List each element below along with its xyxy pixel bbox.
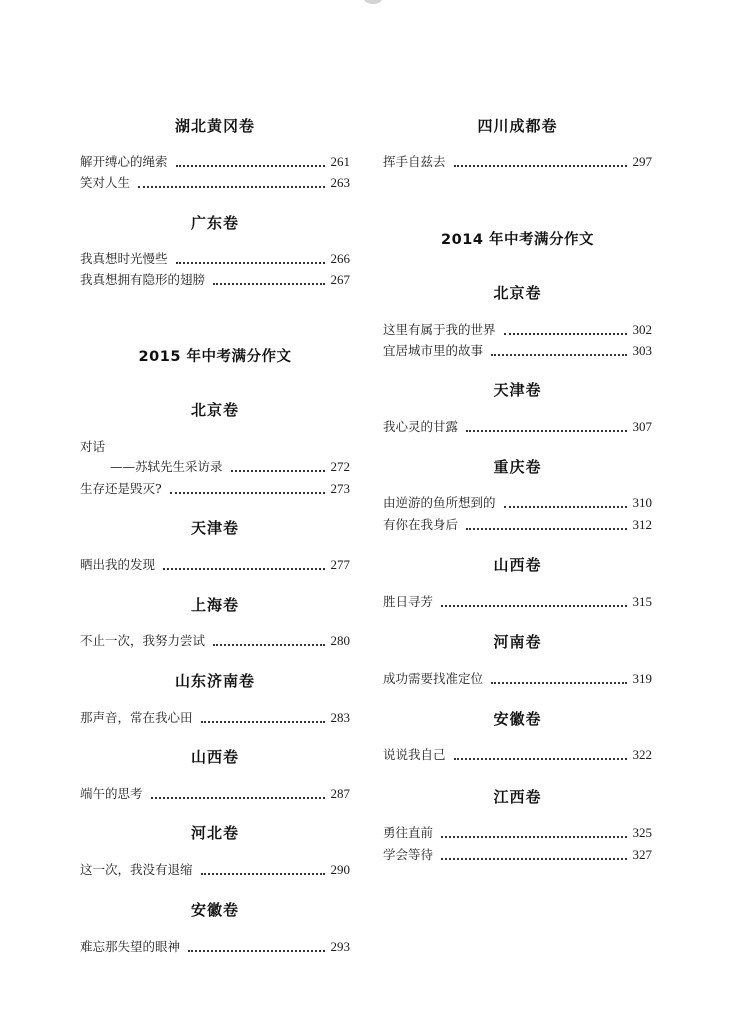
section-heading: 广东卷 [190, 214, 239, 232]
entry-page: 293 [330, 939, 350, 954]
leader-dots [170, 491, 325, 494]
leader-dots [213, 643, 324, 646]
leader-dots [231, 469, 325, 472]
entry-title: 不止一次，我努力尝试 [80, 633, 206, 648]
entry-title-line[interactable]: 对话 [80, 439, 106, 454]
toc-entry[interactable] [383, 152, 652, 172]
section-heading: 河北卷 [190, 824, 239, 842]
entry-page: 325 [632, 825, 652, 840]
leader-dots [201, 720, 325, 723]
toc-entry[interactable] [80, 173, 350, 193]
toc-entry[interactable] [383, 745, 652, 765]
section-heading: 重庆卷 [493, 458, 542, 476]
entry-subtitle: ——苏轼先生采访录 [110, 459, 223, 474]
toc-entry[interactable] [80, 708, 350, 728]
entry-page: 272 [330, 459, 350, 474]
leader-dots [151, 796, 325, 799]
entry-page: 322 [632, 747, 652, 762]
toc-entry[interactable] [383, 320, 652, 340]
leader-dots [504, 505, 627, 508]
leader-dots [176, 261, 325, 264]
section-heading: 江西卷 [493, 788, 542, 806]
entry-page: 302 [632, 322, 652, 337]
leader-dots [491, 681, 626, 684]
entry-title: 这一次，我没有退缩 [80, 862, 193, 877]
leader-dots [466, 429, 626, 432]
section-heading: 安徽卷 [493, 710, 542, 728]
entry-page: 261 [330, 154, 350, 169]
entry-page: 283 [330, 710, 350, 725]
toc-entry[interactable] [383, 669, 652, 689]
entry-title: 生存还是毁灭? [80, 481, 162, 496]
entry-title: 这里有属于我的世界 [383, 322, 496, 337]
leader-dots [466, 527, 626, 530]
toc-entry[interactable] [80, 152, 350, 172]
leader-dots [491, 353, 626, 356]
toc-entry[interactable] [383, 823, 652, 843]
entry-title: 挥手自兹去 [383, 154, 446, 169]
year-heading: 2014 年中考满分作文 [441, 232, 594, 248]
entry-page: 267 [330, 272, 350, 287]
entry-page: 287 [330, 786, 350, 801]
section-heading: 山西卷 [190, 748, 239, 766]
leader-dots [504, 332, 627, 335]
leader-dots [188, 949, 324, 952]
section-heading: 山西卷 [493, 556, 542, 574]
leader-dots [441, 835, 626, 838]
entry-title: 我真想时光慢些 [80, 251, 168, 266]
entry-title: 晒出我的发现 [80, 557, 156, 572]
toc-entry[interactable] [80, 457, 350, 477]
toc-entry[interactable] [80, 555, 350, 575]
leader-dots [176, 164, 325, 167]
leader-dots [454, 757, 627, 760]
entry-title: 勇往直前 [383, 825, 434, 840]
section-heading: 湖北黄冈卷 [174, 117, 255, 135]
page-top-mark [362, 0, 384, 4]
entry-page: 297 [632, 154, 652, 169]
toc-entry[interactable] [80, 860, 350, 880]
toc-entry[interactable] [80, 631, 350, 651]
entry-title: 笑对人生 [80, 175, 131, 190]
entry-title: 说说我自己 [383, 747, 446, 762]
section-heading: 天津卷 [190, 519, 239, 537]
entry-title: 宜居城市里的故事 [383, 343, 484, 358]
entry-title: 解开缚心的绳索 [80, 154, 168, 169]
toc-entry[interactable] [383, 417, 652, 437]
section-heading: 四川成都卷 [477, 117, 558, 135]
section-heading: 河南卷 [493, 633, 542, 651]
toc-entry[interactable] [80, 249, 350, 269]
leader-dots [163, 567, 324, 570]
entry-title: 那声音，常在我心田 [80, 710, 193, 725]
toc-entry[interactable] [383, 592, 652, 612]
entry-page: 263 [330, 175, 350, 190]
entry-title: 有你在我身后 [383, 517, 459, 532]
entry-title: 学会等待 [383, 847, 434, 862]
entry-page: 266 [330, 251, 350, 266]
entry-title: 成功需要找准定位 [383, 671, 484, 686]
toc-entry[interactable] [383, 341, 652, 361]
entry-page: 327 [632, 847, 652, 862]
entry-title: 胜日寻芳 [383, 594, 434, 609]
section-heading: 安徽卷 [190, 901, 239, 919]
toc-entry[interactable] [80, 937, 350, 957]
leader-dots [441, 604, 626, 607]
leader-dots [441, 857, 626, 860]
toc-entry[interactable] [383, 515, 652, 535]
section-heading: 山东济南卷 [174, 672, 255, 690]
section-heading: 北京卷 [493, 284, 542, 302]
entry-page: 319 [632, 671, 652, 686]
entry-title: 我心灵的甘露 [383, 419, 459, 434]
entry-page: 273 [330, 481, 350, 496]
year-heading: 2015 年中考满分作文 [138, 349, 292, 365]
entry-title: 难忘那失望的眼神 [80, 939, 181, 954]
entry-title: 端午的思考 [80, 786, 143, 801]
toc-entry[interactable] [383, 493, 652, 513]
toc-entry[interactable] [80, 784, 350, 804]
section-heading: 上海卷 [190, 596, 239, 614]
entry-page: 280 [330, 633, 350, 648]
leader-dots [213, 282, 324, 285]
toc-entry[interactable] [383, 845, 652, 865]
entry-page: 290 [330, 862, 350, 877]
entry-page: 312 [632, 517, 652, 532]
entry-page: 303 [632, 343, 652, 358]
entry-title: 由逆游的鱼所想到的 [383, 495, 496, 510]
entry-page: 310 [632, 495, 652, 510]
entry-page: 315 [632, 594, 652, 609]
leader-dots [454, 164, 627, 167]
entry-title: 我真想拥有隐形的翅膀 [80, 272, 206, 287]
section-heading: 天津卷 [493, 381, 542, 399]
toc-entry[interactable] [80, 270, 350, 290]
entry-page: 307 [632, 419, 652, 434]
section-heading: 北京卷 [190, 401, 239, 419]
leader-dots [138, 185, 324, 188]
toc-entry[interactable] [80, 479, 350, 499]
entry-page: 277 [330, 557, 350, 572]
leader-dots [201, 872, 325, 875]
